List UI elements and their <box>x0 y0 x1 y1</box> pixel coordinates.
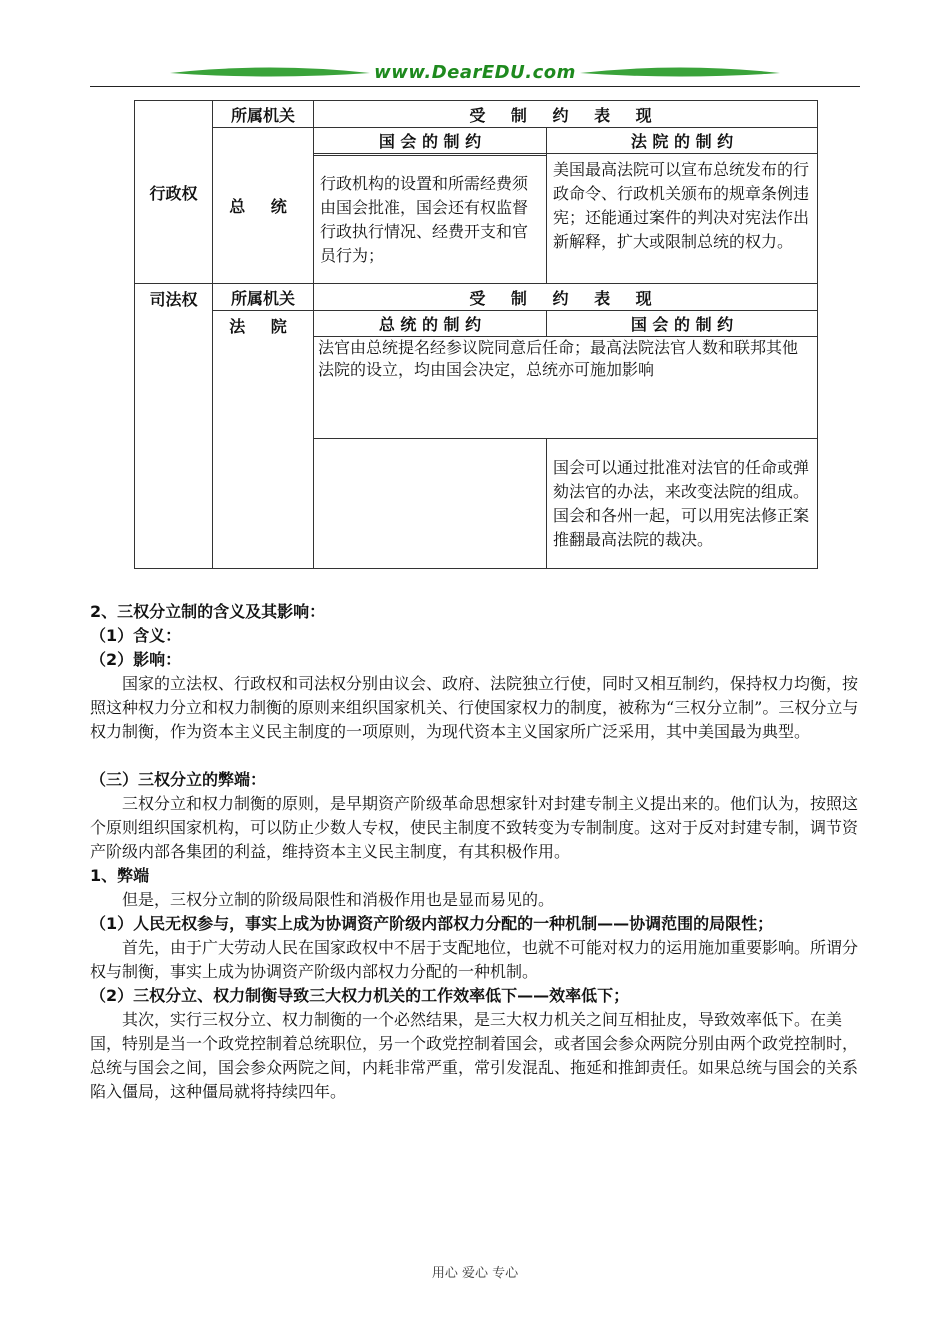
congress-on-court-text: 国会可以通过批准对法官的任命或弹劾法官的办法，来改变法院的组成。国会和各州一起，可以用宪法修正案推翻最高法院的裁决。 <box>547 439 818 569</box>
header-rule <box>90 86 860 87</box>
court-on-president-text: 美国最高法院可以宣布总统发布的行政命令、行政机关颁布的规章条例违宪；还能通过案件的判决对宪法作出新解释，扩大或限制总统的权力。 <box>547 154 818 284</box>
drawback-title: 1、弊端 <box>90 866 150 885</box>
section-2-paragraph: 国家的立法权、行政权和司法权分别由议会、政府、法院独立行使，同时又相互制约，保持权力均衡，按照这种权力分立和权力制衡的原则来组织国家机关、行使国家权力的制度，被称为“三权分立制”。三权分立与权力制衡，作为资本主义民主制度的一项原则，为现代资本主义国家所广泛采用，其中美国最为典型。 <box>90 674 859 741</box>
empty-cell <box>314 439 547 569</box>
president-on-court-text: 法官由总统提名经参议院同意后任命；最高法院法官人数和联邦其他法院的设立，均由国会决定，总统亦可施加影响 <box>314 337 818 439</box>
point-2-paragraph: 其次，实行三权分立、权力制衡的一个必然结果，是三大权力机关之间互相扯皮，导致效率低下。在美国，特别是当一个政党控制着总统职位，另一个政党控制着国会，或者国会参众两院分别由两个政党控制时，总统与国会之间，国会参众两院之间，内耗非常严重，常引发混乱、拖延和推卸责任。如果总统与国会的关系陷入僵局，这种僵局就将持续四年。 <box>90 1010 859 1101</box>
court-check-header: 法 院 的 制 约 <box>547 128 818 154</box>
section-3-paragraph: 三权分立和权力制衡的原则，是早期资产阶级革命思想家针对封建专制主义提出来的。他们认为，按照这个原则组织国家机构，可以防止少数人专权，使民主制度不致转变为专制制度。这对于反对封建专制，调节资产阶级内部各集团的利益，维持资本主义民主制度，有其积极作用。 <box>90 794 859 861</box>
site-logo-text[interactable]: www.DearEDU.com <box>374 62 576 83</box>
restriction-header-2: 受 制 约 表 现 <box>314 284 818 311</box>
court-cell: 法 院 <box>213 311 314 569</box>
point-2-title: （2）三权分立、权力制衡导致三大权力机关的工作效率低下——效率低下； <box>90 986 630 1005</box>
congress-check-header-2: 国 会 的 制 约 <box>547 311 818 337</box>
page-footer: 用心 爱心 专心 <box>431 1266 519 1281</box>
president-cell: 总 统 <box>213 128 314 284</box>
drawback-intro: 但是，三权分立制的阶级局限性和消极作用也是显而易见的。 <box>122 890 555 909</box>
section-2-influence: （2）影响： <box>90 650 182 669</box>
affiliated-org-header-2: 所属机关 <box>213 284 314 311</box>
checks-and-balances-table <box>134 100 818 569</box>
restriction-header: 受 制 约 表 现 <box>314 101 818 128</box>
president-check-header: 总 统 的 制 约 <box>314 311 547 337</box>
congress-check-header: 国 会 的 制 约 <box>314 128 547 154</box>
body-text <box>90 600 860 1104</box>
judicial-power-cell: 司法权 <box>135 284 213 569</box>
page-header <box>90 60 860 90</box>
affiliated-org-header: 所属机关 <box>213 101 314 128</box>
point-1-paragraph: 首先，由于广大劳动人民在国家政权中不居于支配地位，也就不可能对权力的运用施加重要影响。所谓分权与制衡，事实上成为协调资产阶级内部权力分配的一种机制。 <box>90 938 859 981</box>
congress-on-president-text: 行政机构的设置和所需经费须由国会批准，国会还有权监督行政执行情况、经费开支和官员行为； <box>314 156 547 284</box>
section-2-title: 2、三权分立制的含义及其影响： <box>90 602 326 621</box>
section-2-meaning: （1）含义： <box>90 626 182 645</box>
point-1-title: （1）人民无权参与，事实上成为协调资产阶级内部权力分配的一种机制——协调范围的局限性； <box>90 914 774 933</box>
section-3-title: （三）三权分立的弊端： <box>90 770 267 789</box>
executive-power-cell: 行政权 <box>135 101 213 284</box>
spacer <box>90 744 860 768</box>
